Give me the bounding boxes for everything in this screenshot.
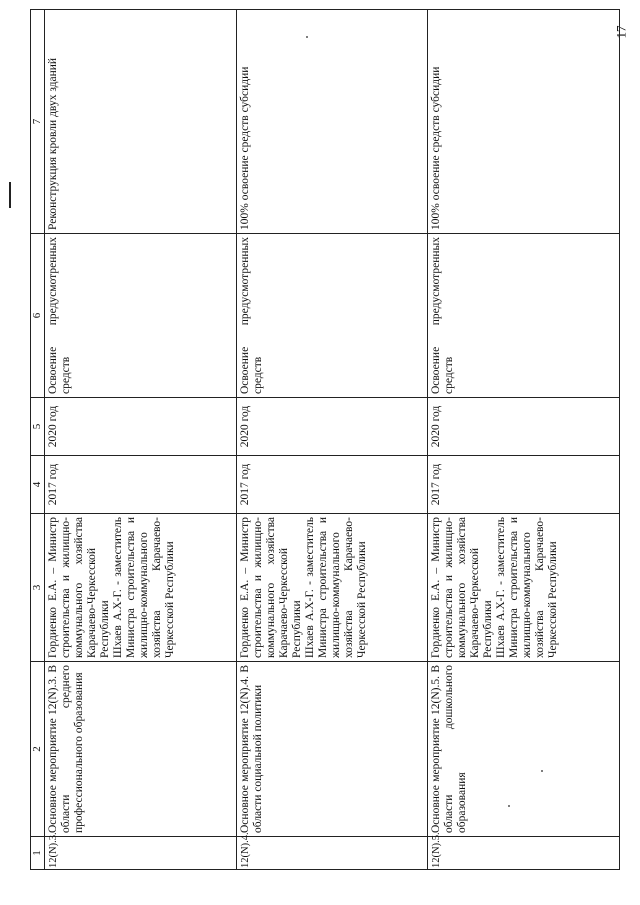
scan-speck [541,770,543,772]
responsible-minister: Гордиенко Е.А. – Министр строительства и жилищно-коммунального хозяйства Карачаево-Черкесской Республики [47,517,111,658]
start-year: 2017 год [236,456,428,514]
binding-edge-mark [9,182,11,208]
end-year: 2020 год [236,398,428,456]
column-header: 4 [31,456,45,514]
scan-speck [306,36,308,38]
end-year: 2020 год [428,398,620,456]
measure-code: 12(N).3. [45,837,237,870]
measures-table [30,9,620,870]
result-note: Реконструкция кровли двух зданий [45,10,237,234]
page-number: 17 [613,25,629,39]
result-note: 100% освоение средств субсидии [236,10,428,234]
column-header: 5 [31,398,45,456]
measure-name: Основное мероприятие 12(N).5. В области дошкольного образования [428,662,620,837]
expected-result: Освоение предусмотренных средств [236,234,428,398]
table-row [428,10,620,870]
column-header: 7 [31,10,45,234]
column-header: 2 [31,662,45,837]
responsible-persons [428,514,620,662]
expected-result: Освоение предусмотренных средств [428,234,620,398]
result-note: 100% освоение средств субсидии [428,10,620,234]
responsible-persons [236,514,428,662]
measure-name: Основное мероприятие 12(N).4. В области социальной политики [236,662,428,837]
measure-code: 12(N).5. [428,837,620,870]
table-row [45,10,237,870]
responsible-deputy: Шхаев А.Х-Г. - заместитель Министра строительства и жилищно-коммунального хозяйства Карачаево-Черкесской Республики [112,517,176,658]
column-header: 1 [31,837,45,870]
expected-result: Освоение предусмотренных средств [45,234,237,398]
column-header: 6 [31,234,45,398]
measure-name: Основное мероприятие 12(N).3. В области среднего профессионального образования [45,662,237,837]
column-number-row [31,10,45,870]
responsible-deputy: Шхаев А.Х-Г. - заместитель Министра строительства и жилищно-коммунального хозяйства Карачаево-Черкесской Республики [495,517,560,658]
measure-code: 12(N).4. [236,837,428,870]
responsible-minister: Гордиенко Е.А. – Министр строительства и жилищно-коммунального хозяйства Карачаево-Черкесской Республики [238,517,303,658]
responsible-persons [45,514,237,662]
scan-speck [508,805,510,807]
rotated-table-wrapper [30,10,620,870]
start-year: 2017 год [428,456,620,514]
column-header: 3 [31,514,45,662]
responsible-deputy: Шхаев А.Х-Г. - заместитель Министра строительства и жилищно-коммунального хозяйства Карачаево-Черкесской Республики [303,517,368,658]
table-row [236,10,428,870]
responsible-minister: Гордиенко Е.А. – Министр строительства и жилищно-коммунального хозяйства Карачаево-Черкесской Республики [430,517,495,658]
end-year: 2020 год [45,398,237,456]
start-year: 2017 год [45,456,237,514]
